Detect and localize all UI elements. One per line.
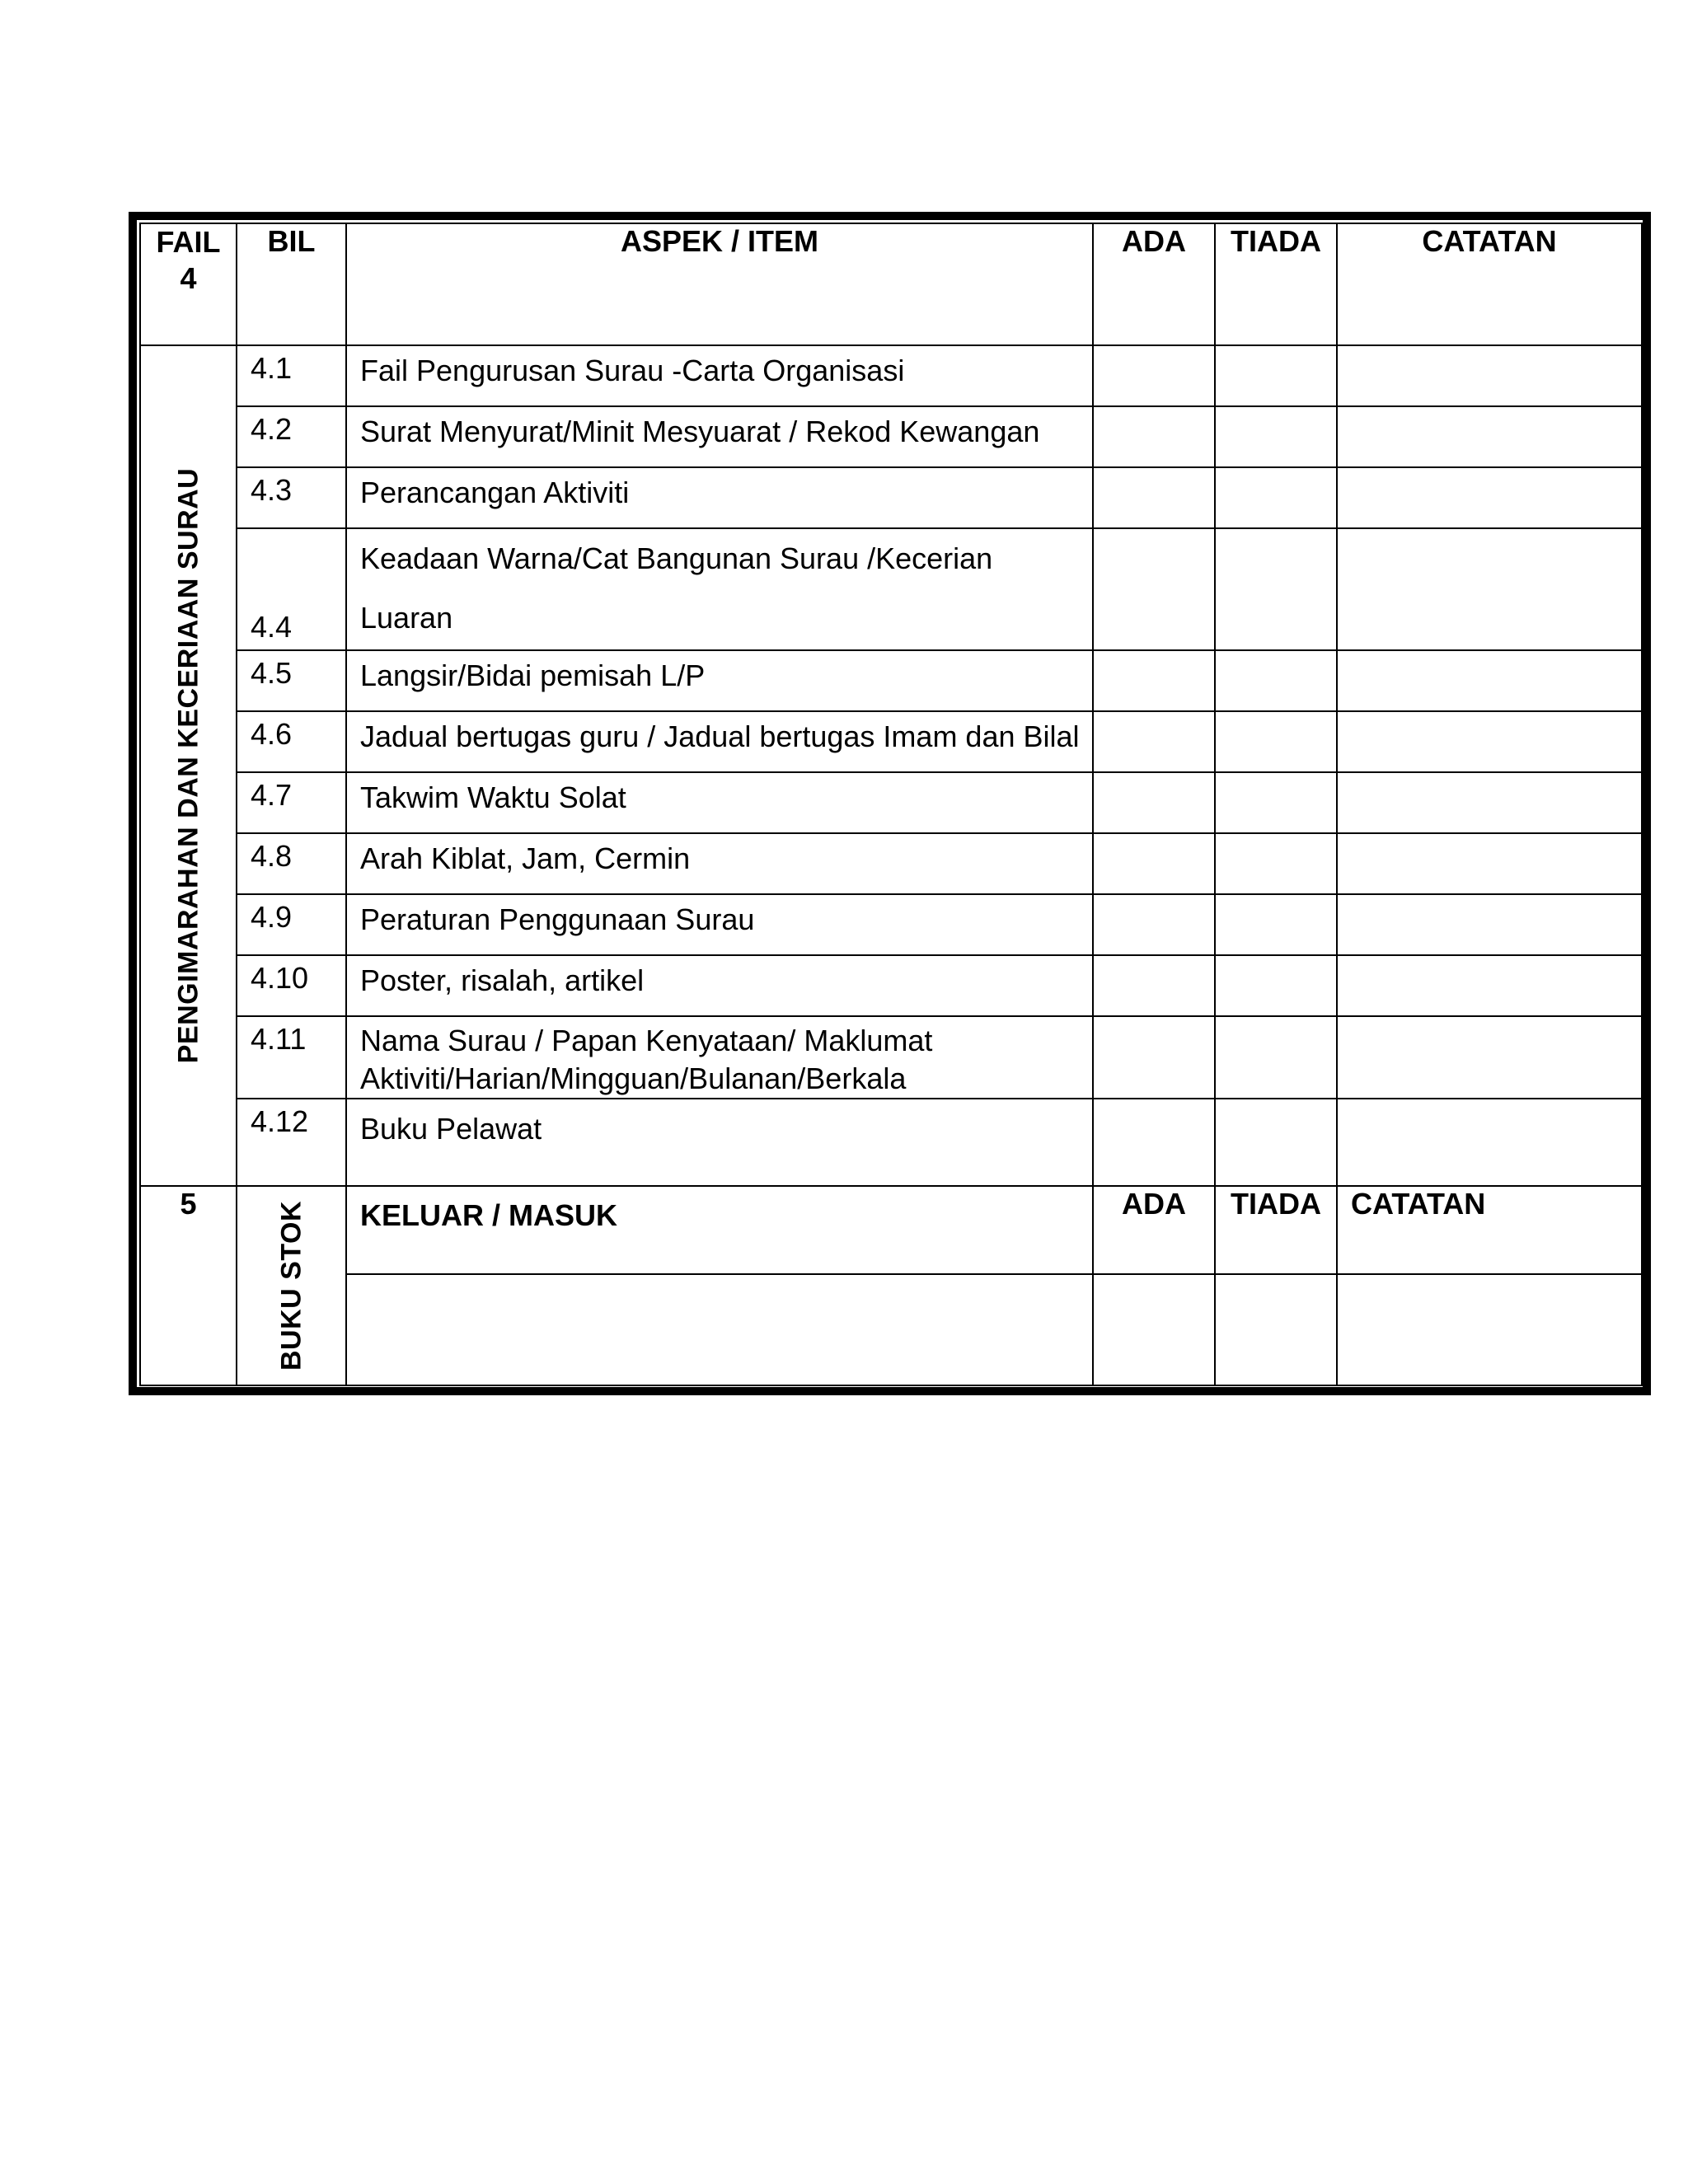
catatan-cell[interactable] xyxy=(1337,772,1642,833)
bil-cell: 4.8 xyxy=(237,833,346,894)
bil-header: BIL xyxy=(237,223,346,345)
bil-cell: 4.5 xyxy=(237,650,346,711)
bil-cell: 4.12 xyxy=(237,1099,346,1186)
catatan-cell[interactable] xyxy=(1337,528,1642,650)
section5-side-cell xyxy=(237,1186,346,1385)
section4-side-cell xyxy=(140,345,237,1186)
ada-cell[interactable] xyxy=(1093,894,1215,955)
tiada-cell[interactable] xyxy=(1215,406,1337,467)
table-row xyxy=(140,1016,1642,1099)
bil-cell: 4.6 xyxy=(237,711,346,772)
tiada-cell[interactable] xyxy=(1215,1016,1337,1099)
tiada-cell[interactable] xyxy=(1215,467,1337,528)
section5-tiada-header: TIADA xyxy=(1215,1186,1337,1274)
ada-cell[interactable] xyxy=(1093,772,1215,833)
tiada-cell[interactable] xyxy=(1215,1274,1337,1385)
ada-cell[interactable] xyxy=(1093,711,1215,772)
item-line: Nama Surau / Papan Kenyataan/ Maklumat xyxy=(360,1024,933,1057)
item-cell: Peraturan Penggunaan Surau xyxy=(346,894,1093,955)
bil-cell: 4.2 xyxy=(237,406,346,467)
fail-header xyxy=(140,223,237,345)
tiada-cell[interactable] xyxy=(1215,1099,1337,1186)
table-row xyxy=(140,1099,1642,1186)
table-row xyxy=(140,833,1642,894)
catatan-cell[interactable] xyxy=(1337,955,1642,1016)
catatan-cell[interactable] xyxy=(1337,467,1642,528)
item-cell: Buku Pelawat xyxy=(346,1099,1093,1186)
tiada-cell[interactable] xyxy=(1215,711,1337,772)
tiada-cell[interactable] xyxy=(1215,894,1337,955)
tiada-cell[interactable] xyxy=(1215,650,1337,711)
item-cell: Jadual bertugas guru / Jadual bertugas Imam dan Bilal xyxy=(346,711,1093,772)
item-cell: Fail Pengurusan Surau -Carta Organisasi xyxy=(346,345,1093,406)
ada-cell[interactable] xyxy=(1093,650,1215,711)
table-row xyxy=(140,894,1642,955)
catatan-cell[interactable] xyxy=(1337,1016,1642,1099)
bil-cell: 4.7 xyxy=(237,772,346,833)
header-row xyxy=(140,223,1642,345)
item-cell xyxy=(346,528,1093,650)
bil-cell: 4.1 xyxy=(237,345,346,406)
table-row xyxy=(140,406,1642,467)
item-line: Aktiviti/Harian/Mingguan/Bulanan/Berkala xyxy=(360,1062,907,1095)
table-row xyxy=(140,528,1642,650)
ada-cell[interactable] xyxy=(1093,955,1215,1016)
item-cell: Takwim Waktu Solat xyxy=(346,772,1093,833)
ada-cell[interactable] xyxy=(1093,1016,1215,1099)
section5-number: 5 xyxy=(140,1186,237,1385)
tiada-cell[interactable] xyxy=(1215,833,1337,894)
table-row xyxy=(140,467,1642,528)
section5-catatan-header: CATATAN xyxy=(1337,1186,1642,1274)
table-row xyxy=(140,711,1642,772)
tiada-cell[interactable] xyxy=(1215,955,1337,1016)
ada-cell[interactable] xyxy=(1093,1274,1215,1385)
table-row xyxy=(140,1274,1642,1385)
table-row xyxy=(140,650,1642,711)
item-cell: Arah Kiblat, Jam, Cermin xyxy=(346,833,1093,894)
bil-cell: 4.3 xyxy=(237,467,346,528)
bil-cell: 4.10 xyxy=(237,955,346,1016)
item-cell: Poster, risalah, artikel xyxy=(346,955,1093,1016)
item-cell xyxy=(346,1016,1093,1099)
tiada-header: TIADA xyxy=(1215,223,1337,345)
tiada-cell[interactable] xyxy=(1215,345,1337,406)
catatan-header: CATATAN xyxy=(1337,223,1642,345)
ada-cell[interactable] xyxy=(1093,1099,1215,1186)
checklist-table xyxy=(139,223,1643,1386)
item-cell: Perancangan Aktiviti xyxy=(346,467,1093,528)
section5-item-entry[interactable] xyxy=(346,1274,1093,1385)
ada-cell[interactable] xyxy=(1093,528,1215,650)
catatan-cell[interactable] xyxy=(1337,711,1642,772)
item-line: Luaran xyxy=(360,601,453,635)
table-row xyxy=(140,1186,1642,1274)
ada-cell[interactable] xyxy=(1093,345,1215,406)
item-line: Keadaan Warna/Cat Bangunan Surau /Kecerian xyxy=(360,541,993,575)
catatan-cell[interactable] xyxy=(1337,894,1642,955)
item-cell: Langsir/Bidai pemisah L/P xyxy=(346,650,1093,711)
fail-label: FAIL xyxy=(156,225,221,259)
tiada-cell[interactable] xyxy=(1215,772,1337,833)
bil-cell: 4.11 xyxy=(237,1016,346,1099)
catatan-cell[interactable] xyxy=(1337,345,1642,406)
fail-number: 4 xyxy=(180,261,197,295)
table-row xyxy=(140,955,1642,1016)
item-cell: Surat Menyurat/Minit Mesyuarat / Rekod Kewangan xyxy=(346,406,1093,467)
table-row xyxy=(140,772,1642,833)
bil-cell: 4.9 xyxy=(237,894,346,955)
catatan-cell[interactable] xyxy=(1337,406,1642,467)
catatan-cell[interactable] xyxy=(1337,1099,1642,1186)
table-row xyxy=(140,345,1642,406)
ada-cell[interactable] xyxy=(1093,406,1215,467)
catatan-cell[interactable] xyxy=(1337,650,1642,711)
tiada-cell[interactable] xyxy=(1215,528,1337,650)
section4-side-label: PENGIMARAHAN DAN KECERIAAN SURAU xyxy=(172,467,204,1064)
section5-item: KELUAR / MASUK xyxy=(346,1186,1093,1274)
catatan-cell[interactable] xyxy=(1337,833,1642,894)
ada-cell[interactable] xyxy=(1093,467,1215,528)
ada-cell[interactable] xyxy=(1093,833,1215,894)
bil-cell: 4.4 xyxy=(237,528,346,650)
section5-ada-header: ADA xyxy=(1093,1186,1215,1274)
ada-header: ADA xyxy=(1093,223,1215,345)
section5-side-label: BUKU STOK xyxy=(275,1201,307,1371)
aspek-header: ASPEK / ITEM xyxy=(346,223,1093,345)
catatan-cell[interactable] xyxy=(1337,1274,1642,1385)
